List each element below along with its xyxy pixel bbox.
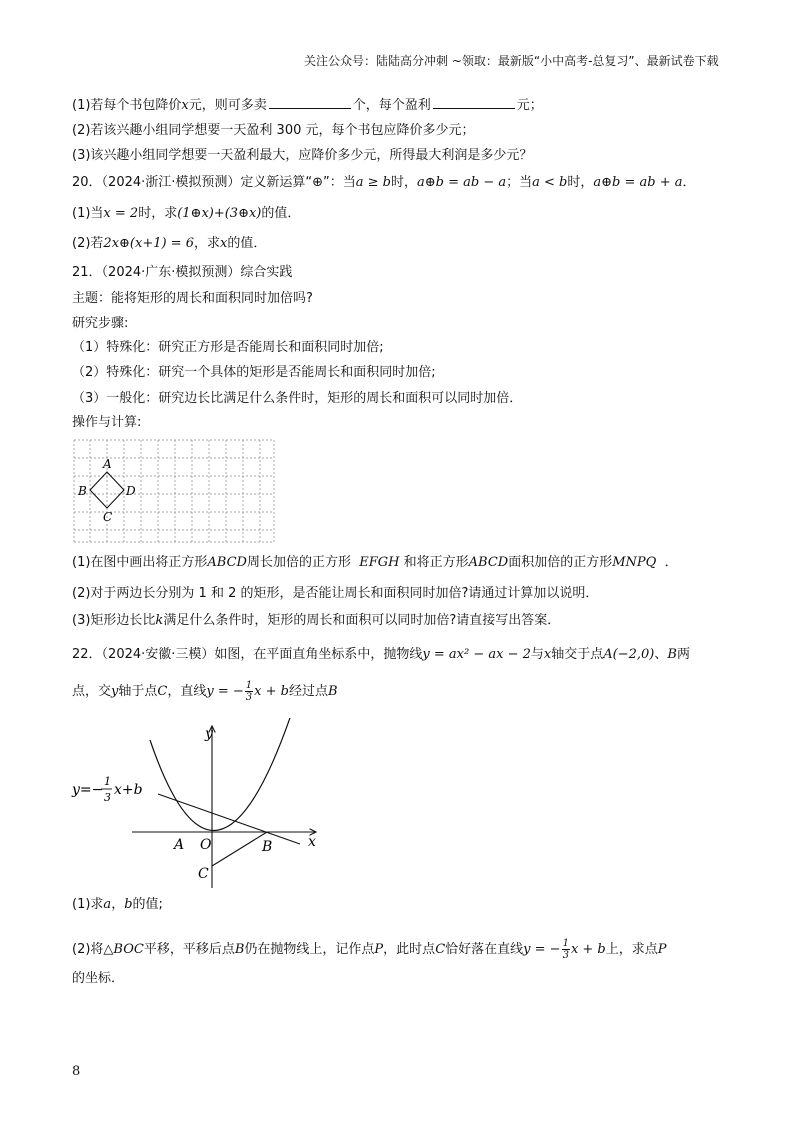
q19-part2: (2)若该兴趣小组同学想要一天盈利 300 元，每个书包应降价多少元；: [72, 123, 475, 138]
line-label-den: 3: [104, 791, 111, 804]
grid-label-a: A: [103, 457, 112, 471]
grid-label-d: D: [126, 484, 136, 498]
q20-part2: (2)若2x⊕(x+1) = 6，求x的值．: [72, 236, 267, 251]
grid-label-b: B: [78, 484, 87, 498]
q20-stem: 20．（2024·浙江·模拟预测）定义新运算“⊕”：当a ≥ b时，a⊕b = ab − a；当a < b时，a⊕b = ab + a．: [72, 175, 696, 190]
line-label-num: 1: [104, 775, 111, 788]
parabola-curve: [150, 718, 292, 830]
x-axis-label: x: [308, 834, 316, 850]
q21-theme: 主题：能将矩形的周长和面积同时加倍吗?: [72, 291, 313, 306]
point-a-label: A: [174, 837, 185, 853]
q21-step2: （2）特殊化：研究一个具体的矩形是否能周长和面积同时加倍;: [72, 365, 436, 380]
parabola-graph: [70, 718, 330, 890]
segment-cb: [212, 832, 267, 866]
line-label-lhs: y=−: [72, 782, 104, 798]
q21-ops: 操作与计算:: [72, 415, 142, 430]
fraction: $\frac{1}{3}$: [562, 938, 569, 961]
q22-stem-line1: 22．（2024·安徽·三模）如图，在平面直角坐标系中，抛物线y = ax² − ax − 2与x轴交于点A(−2,0)、B两: [72, 647, 690, 662]
page-number: 8: [72, 1064, 81, 1079]
q21-steps-title: 研究步骤:: [72, 316, 129, 331]
q19-part3: (3)该兴趣小组同学想要一天盈利最大，应降价多少元，所得最大利润是多少元？: [72, 148, 533, 163]
grid-figure: [72, 437, 276, 545]
q21-step1: （1）特殊化：研究正方形是否能周长和面积同时加倍;: [72, 340, 384, 355]
q21-stem: 21．（2024·广东·模拟预测）综合实践: [72, 265, 293, 280]
q22-part2: (2)将△BOC平移，平移后点B仍在抛物线上，记作点P，此时点C恰好落在直线y = − $\frac{1}{3}$ x + b上，求点P: [72, 938, 667, 961]
grid-label-c: C: [103, 510, 113, 524]
q22-part1: (1)求a，b的值;: [72, 897, 163, 912]
point-c-label: C: [198, 866, 209, 882]
answer-blank[interactable]: [269, 96, 351, 109]
line-label-rhs: x+b: [114, 782, 143, 798]
fraction: $\frac{1}{3}$: [245, 680, 253, 703]
q21-step3: （3）一般化：研究边长比满足什么条件时，矩形的周长和面积可以同时加倍．: [72, 391, 523, 406]
point-b-label: B: [262, 839, 273, 855]
answer-blank[interactable]: [433, 96, 515, 109]
q19-part1: (1)若每个书包降价x元，则可多卖 个，每个盈利 元；: [72, 98, 543, 113]
q22-stem-line2: 点，交y轴于点C，直线y = − $\frac{1}{3}$ x + b经过点B: [72, 680, 338, 703]
q21-part2: (2)对于两边长分别为 1 和 2 的矩形，是否能让周长和面积同时加倍?请通过计算加以说明．: [72, 586, 599, 601]
q21-part1: (1)在图中画出将正方形ABCD周长加倍的正方形 EFGH 和将正方形ABCD面积加倍的正方形MNPQ ．: [72, 555, 678, 570]
page-header: 关注公众号：陆陆高分冲刺 ~领取：最新版“小中高考-总复习”、最新试卷下载: [304, 54, 719, 68]
point-o-label: O: [200, 837, 212, 853]
q20-part1: (1)当x = 2时，求(1⊕x)+(3⊕x)的值．: [72, 206, 301, 221]
q21-part3: (3)矩形边长比k满足什么条件时，矩形的周长和面积可以同时加倍?请直接写出答案．: [72, 613, 561, 628]
q22-part2-end: 的坐标．: [72, 971, 125, 986]
grid-lines: [74, 440, 274, 542]
y-axis-label: y: [205, 726, 213, 742]
